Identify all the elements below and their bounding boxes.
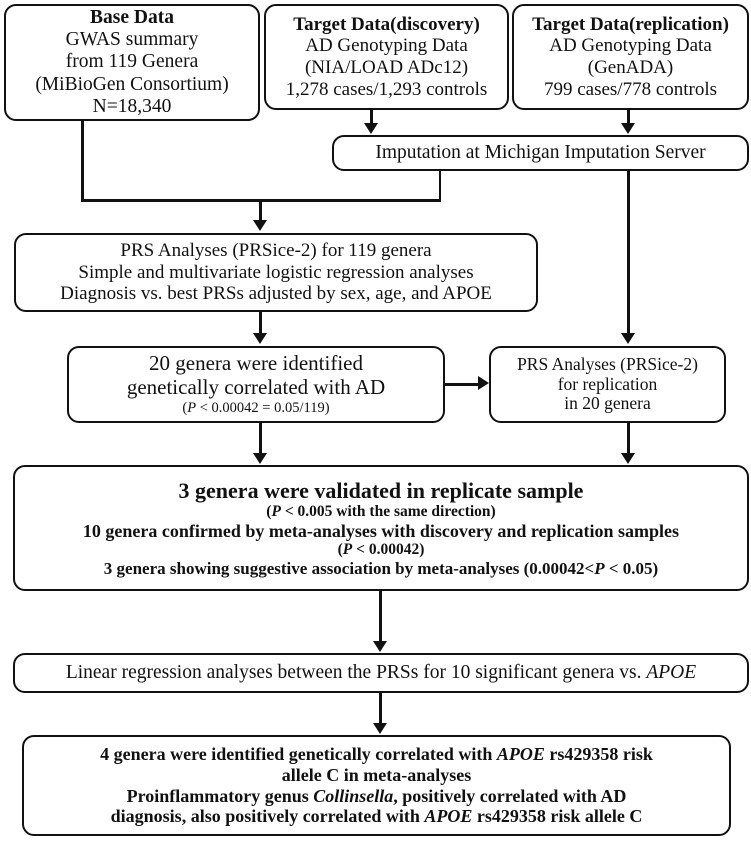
- results-line3: 10 genera confirmed by meta-analyses with discovery and replication samples: [82, 520, 680, 541]
- final-line1-italic: APOE: [496, 744, 545, 765]
- connector-base-down: [81, 121, 84, 202]
- final-line4-pre: diagnosis, also positively correlated with: [110, 806, 425, 827]
- target-replication-heading: Target Data(replication): [532, 13, 729, 35]
- final-line4: [111, 806, 643, 827]
- final-line4-post: rs429358 risk allele C: [472, 806, 643, 827]
- node-prs-analyses-119[interactable]: [14, 233, 538, 312]
- final-line2: allele C in meta-analyses: [281, 764, 472, 785]
- twenty-genera-line3-italic: P: [187, 400, 197, 417]
- prsrep-line3: in 20 genera: [564, 393, 651, 414]
- arrowhead-discovery-to-imputation: [364, 123, 378, 134]
- arrowhead-to-prsrep: [621, 333, 635, 344]
- arrowhead-20genera-to-prsrep: [478, 376, 489, 390]
- results-line4-pre: (: [337, 541, 343, 559]
- prs119-line3: Diagnosis vs. best PRSs adjusted by sex, age, and APOE: [60, 283, 492, 305]
- twenty-genera-line3-pre: (: [182, 400, 188, 417]
- target-discovery-line3: (NIA/LOAD ADc12): [304, 57, 469, 78]
- results-line4: [338, 541, 425, 559]
- connector-replication-down-top: [627, 110, 630, 124]
- final-line3-italic: Collinsella: [313, 785, 394, 806]
- target-replication-line4: 799 cases/778 controls: [543, 78, 718, 100]
- base-data-line5: N=18,340: [92, 95, 172, 117]
- target-discovery-line4: 1,278 cases/1,293 controls: [285, 78, 488, 100]
- target-replication-line2: AD Genotyping Data: [549, 35, 712, 57]
- node-20-genera-identified[interactable]: [67, 346, 445, 423]
- results-line1: 3 genera were validated in replicate sample: [178, 477, 584, 503]
- results-line5-pre: 3 genera showing suggestive association by meta-analyses (0.00042<: [103, 558, 595, 578]
- final-line3-pre: Proinflammatory genus: [126, 785, 314, 806]
- final-line3-post: , positively correlated with AD: [393, 785, 627, 806]
- results-line5: [104, 559, 658, 578]
- node-target-data-replication[interactable]: [512, 4, 749, 110]
- node-linear-regression[interactable]: [13, 653, 749, 693]
- results-line2-post: < 0.005 with the same direction): [280, 502, 496, 520]
- node-final-findings[interactable]: [22, 735, 731, 836]
- linear-line1-pre: Linear regression analyses between the PRSs for 10 significant genera vs.: [65, 661, 647, 683]
- base-data-line2: GWAS summary: [65, 29, 199, 51]
- arrowhead-to-20genera: [253, 333, 267, 344]
- prs119-line1: PRS Analyses (PRSice-2) for 119 genera: [120, 240, 432, 262]
- base-data-heading: Base Data: [90, 6, 174, 28]
- final-line1-post: rs429358 risk: [544, 744, 653, 765]
- base-data-line4: (MiBioGen Consortium): [35, 73, 229, 95]
- results-line5-italic: P: [594, 558, 605, 578]
- results-line4-italic: P: [342, 541, 353, 559]
- prs119-line2: Simple and multivariate logistic regression analyses: [78, 261, 474, 283]
- final-line1: [100, 744, 653, 765]
- node-results-summary[interactable]: [13, 465, 749, 591]
- connector-results-to-linear: [379, 591, 382, 641]
- prsrep-line2: for replication: [557, 373, 658, 394]
- node-prs-analyses-replication[interactable]: [489, 346, 726, 423]
- connector-junction-to-prs119: [259, 199, 262, 221]
- connector-imputation-to-junction: [439, 171, 442, 201]
- connector-linear-to-final: [379, 693, 382, 723]
- connector-prsrep-to-results: [627, 423, 630, 453]
- linear-line1: [66, 662, 696, 684]
- results-line4-post: < 0.00042): [352, 541, 425, 559]
- imputation-line1: Imputation at Michigan Imputation Server: [375, 141, 706, 163]
- prsrep-line1: PRS Analyses (PRSice-2): [517, 353, 698, 374]
- linear-line1-italic: APOE: [646, 661, 697, 683]
- node-base-data[interactable]: [4, 4, 260, 121]
- arrowhead-to-final: [373, 723, 387, 734]
- connector-prs119-to-20genera: [259, 312, 262, 334]
- results-line2: [266, 503, 495, 521]
- connector-discovery-down: [370, 110, 373, 124]
- arrowhead-to-prs119: [253, 220, 267, 231]
- target-replication-line3: (GenADA): [587, 57, 674, 78]
- node-target-data-discovery[interactable]: [264, 4, 509, 110]
- results-line5-post: < 0.05): [604, 558, 659, 578]
- twenty-genera-line1: 20 genera were identified: [149, 351, 363, 376]
- twenty-genera-line3: [182, 400, 329, 417]
- arrowhead-to-linear: [373, 641, 387, 652]
- connector-20genera-to-results: [259, 423, 262, 453]
- final-line4-italic: APOE: [424, 806, 473, 827]
- base-data-line3: from 119 Genera: [65, 51, 199, 73]
- target-discovery-line2: AD Genotyping Data: [305, 35, 468, 57]
- twenty-genera-line3-post: < 0.00042 = 0.05/119): [196, 400, 330, 417]
- arrowhead-20genera-to-results: [253, 453, 267, 464]
- arrowhead-replication-to-imputation: [621, 123, 635, 134]
- twenty-genera-line2: genetically correlated with AD: [126, 375, 386, 400]
- results-line2-pre: (: [266, 502, 272, 520]
- node-imputation[interactable]: [332, 135, 749, 171]
- target-discovery-heading: Target Data(discovery): [293, 13, 480, 35]
- results-line2-italic: P: [271, 502, 281, 520]
- connector-replication-to-prsrep: [627, 171, 630, 333]
- connector-20genera-to-prsrep: [445, 383, 479, 386]
- final-line1-pre: 4 genera were identified genetically correlated with: [100, 744, 497, 765]
- arrowhead-prsrep-to-results: [621, 453, 635, 464]
- final-line3: [127, 786, 627, 807]
